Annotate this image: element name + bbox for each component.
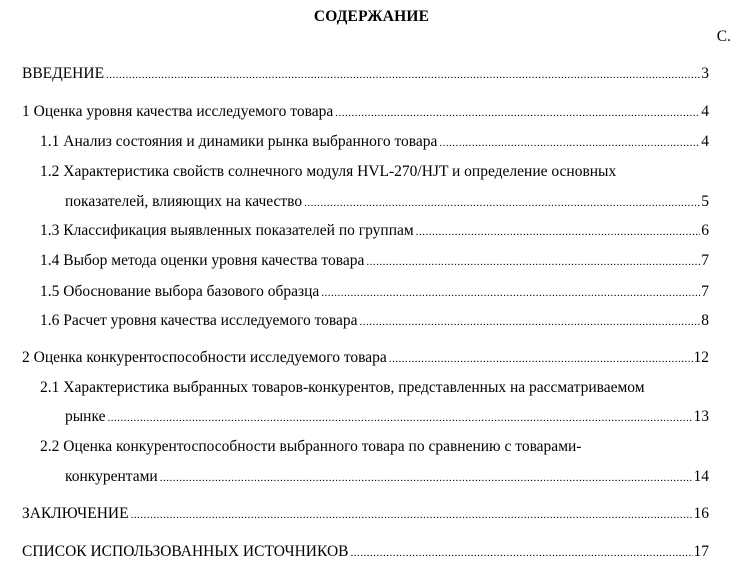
dot-leader (389, 348, 693, 369)
toc-entry-label: СПИСОК ИСПОЛЬЗОВАННЫХ ИСТОЧНИКОВ (22, 543, 349, 560)
toc-entry-label: показателей, влияющих на качество (65, 193, 303, 210)
toc-entry-label: ВВЕДЕНИЕ (22, 65, 105, 82)
toc-entry-label: ЗАКЛЮЧЕНИЕ (22, 505, 129, 522)
toc-entry-section-1-4[interactable] (40, 251, 709, 271)
toc-page-number: 17 (693, 543, 709, 560)
toc-page-number: 14 (693, 468, 709, 485)
dot-leader (416, 221, 701, 242)
dot-leader (321, 282, 700, 303)
toc-page-number: 7 (701, 283, 709, 300)
dot-leader (350, 542, 692, 563)
page-title: СОДЕРЖАНИЕ (313, 8, 430, 25)
toc-entry-section-2-1-line1[interactable]: 2.1 Характеристика выбранных товаров-конкурентов, представленных на рассматриваемом (40, 379, 645, 396)
toc-page-number: 7 (701, 252, 709, 269)
toc-entry-label: 1.1 Анализ состояния и динамики рынка выбранного товара (40, 133, 438, 150)
toc-page-number: 8 (701, 312, 709, 329)
toc-entry-label: конкурентами (65, 468, 158, 485)
toc-entry-label: 1.4 Выбор метода оценки уровня качества товара (40, 252, 365, 269)
toc-page-number: 5 (701, 193, 709, 210)
toc-entry-section-1-2-line1[interactable]: 1.2 Характеристика свойств солнечного модуля HVL-270/HJT и определение основных (40, 163, 617, 180)
toc-entry-section-1-2[interactable] (65, 192, 709, 212)
toc-entry-section-1-1[interactable] (40, 132, 709, 152)
toc-entry-label: 1.3 Классификация выявленных показателей по группам (40, 222, 414, 239)
dot-leader (131, 504, 693, 525)
toc-entry-label: рынке (65, 408, 106, 425)
toc-entry-chapter-1[interactable] (22, 102, 709, 122)
toc-entry-section-2-1[interactable] (65, 407, 709, 427)
toc-entry-label: 1.6 Расчет уровня качества исследуемого товара (40, 312, 358, 329)
toc-entry-label: 1.5 Обоснование выбора базового образца (40, 283, 320, 300)
dot-leader (107, 407, 692, 428)
page-column-label: С. (716, 28, 731, 45)
toc-page-number: 4 (701, 103, 709, 120)
toc-entry-sources[interactable] (22, 542, 709, 562)
toc-entry-section-1-3[interactable] (40, 221, 709, 241)
dot-leader (304, 192, 700, 213)
toc-page-number: 13 (693, 408, 709, 425)
dot-leader (160, 467, 693, 488)
toc-entry-label: 1 Оценка уровня качества исследуемого товара (22, 103, 334, 120)
toc-page-number: 12 (693, 349, 709, 366)
toc-page-number: 4 (701, 133, 709, 150)
toc-entry-intro[interactable] (22, 64, 709, 84)
dot-leader (335, 102, 700, 123)
toc-entry-section-2-2-line1[interactable]: 2.2 Оценка конкурентоспособности выбранного товара по сравнению с товарами- (40, 438, 582, 455)
toc-entry-label: 2 Оценка конкурентоспособности исследуемого товара (22, 349, 387, 366)
dot-leader (106, 64, 700, 85)
toc-entry-section-1-6[interactable] (40, 311, 709, 331)
toc-page-number: 3 (701, 65, 709, 82)
dot-leader (439, 132, 700, 153)
toc-page-number: 16 (693, 505, 709, 522)
toc-entry-section-2-2[interactable] (65, 467, 709, 487)
toc-entry-conclusion[interactable] (22, 504, 709, 524)
dot-leader (366, 251, 700, 272)
dot-leader (360, 311, 701, 332)
toc-page-number: 6 (701, 222, 709, 239)
toc-entry-chapter-2[interactable] (22, 348, 709, 368)
toc-entry-section-1-5[interactable] (40, 282, 709, 302)
